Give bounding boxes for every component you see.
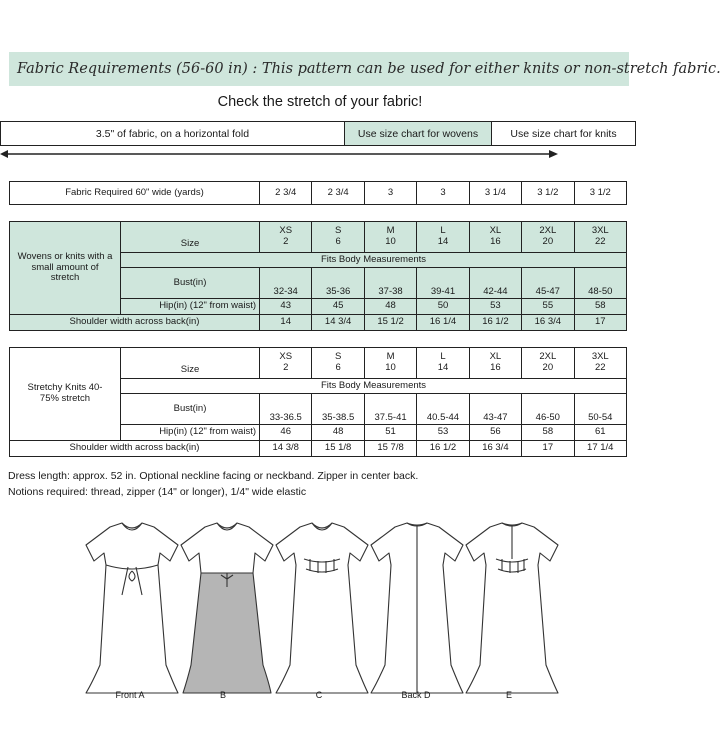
hip-value: 53 [417, 425, 469, 441]
hip-value: 48 [312, 425, 364, 441]
size-number: 6 [335, 362, 341, 373]
shoulder-value: 17 [522, 441, 574, 457]
size-cell [260, 222, 312, 253]
knits-chart-label: Use size chart for knits [492, 121, 636, 146]
stretch-arrow-icon [0, 148, 560, 160]
hip-value: 48 [364, 299, 416, 315]
size-letter: S [334, 225, 342, 237]
pattern-notes [8, 468, 418, 500]
size-letter: S [334, 351, 342, 363]
shoulder-value: 14 [260, 315, 312, 331]
size-number: 22 [594, 236, 606, 247]
hip-value: 53 [469, 299, 521, 315]
bust-value: 37.5-41 [364, 394, 416, 425]
size-number: 14 [437, 236, 449, 247]
view-label-b: B [219, 690, 226, 700]
hip-label: Hip(in) (12" from waist) [121, 425, 260, 441]
hip-value: 61 [574, 425, 626, 441]
shoulder-value: 16 3/4 [522, 315, 574, 331]
size-number: 16 [490, 362, 501, 373]
size-number: 16 [490, 236, 501, 247]
shoulder-value: 15 7/8 [364, 441, 416, 457]
fabric-value: 3 [364, 182, 416, 205]
size-cell [417, 348, 469, 379]
bust-value: 33-36.5 [260, 394, 312, 425]
shoulder-value: 15 1/8 [312, 441, 364, 457]
bust-value: 40.5-44 [417, 394, 469, 425]
fabric-value: 3 1/2 [574, 182, 626, 205]
size-cell [522, 348, 574, 379]
dress-view-b-icon [181, 523, 273, 693]
table-row [10, 182, 627, 205]
shoulder-value: 14 3/4 [312, 315, 364, 331]
size-cell [522, 222, 574, 253]
bust-label: Bust(in) [121, 268, 260, 299]
fold-label: 3.5" of fabric, on a horizontal fold [0, 121, 345, 146]
shoulder-value: 14 3/8 [260, 441, 312, 457]
table-row [10, 441, 627, 457]
size-number: 10 [385, 236, 396, 247]
size-cell [574, 348, 626, 379]
bust-value: 37-38 [364, 268, 416, 299]
size-number: 14 [437, 362, 449, 373]
size-letter: M [386, 225, 395, 237]
hip-value: 50 [417, 299, 469, 315]
size-number: 2 [283, 362, 289, 373]
size-cell [469, 348, 521, 379]
shoulder-value: 16 1/2 [469, 315, 521, 331]
fabric-requirements-banner: Fabric Requirements (56-60 in) : This pattern can be used for either knits or non-stretch fabric. [9, 52, 629, 86]
bust-value: 50-54 [574, 394, 626, 425]
hip-value: 45 [312, 299, 364, 315]
shoulder-value: 17 [574, 315, 626, 331]
hip-value: 58 [522, 425, 574, 441]
hip-value: 43 [260, 299, 312, 315]
shoulder-label: Shoulder width across back(in) [10, 441, 260, 457]
fabric-value: 2 3/4 [260, 182, 312, 205]
size-number: 20 [542, 362, 554, 373]
view-label-d: Back D [401, 690, 431, 700]
bust-value: 35-38.5 [312, 394, 364, 425]
bust-value: 35-36 [312, 268, 364, 299]
view-label-a: Front A [115, 690, 145, 700]
size-cell [417, 222, 469, 253]
stretch-heading: Check the stretch of your fabric! [217, 94, 423, 110]
wovens-chart-label: Use size chart for wovens [345, 121, 492, 146]
size-letter: XL [489, 225, 502, 237]
view-label-e: E [505, 690, 512, 700]
size-letter: 3XL [591, 351, 609, 363]
size-cell [312, 222, 364, 253]
size-letter: L [440, 351, 446, 363]
shoulder-value: 16 3/4 [469, 441, 521, 457]
size-letter: 2XL [539, 351, 557, 363]
shoulder-label: Shoulder width across back(in) [10, 315, 260, 331]
fabric-value: 3 1/4 [469, 182, 521, 205]
fits-label: Fits Body Measurements [121, 379, 627, 394]
hip-value: 51 [364, 425, 416, 441]
hip-value: 46 [260, 425, 312, 441]
fabric-label: Fabric Required 60" wide (yards) [10, 182, 260, 205]
knits-group-label: Stretchy Knits 40-75% stretch [10, 348, 121, 441]
shoulder-value: 15 1/2 [364, 315, 416, 331]
wovens-size-table [9, 221, 627, 331]
size-number: 20 [542, 236, 554, 247]
size-letter: XL [489, 351, 502, 363]
bust-value: 46-50 [522, 394, 574, 425]
size-number: 10 [385, 362, 396, 373]
table-row [10, 348, 627, 379]
size-number: 6 [335, 236, 341, 247]
dress-view-e-icon [466, 523, 558, 693]
bust-value: 45-47 [522, 268, 574, 299]
shoulder-value: 16 1/2 [417, 441, 469, 457]
wovens-group-label: Wovens or knits with a small amount of stretch [10, 222, 121, 315]
size-number: 2 [283, 236, 289, 247]
hip-value: 58 [574, 299, 626, 315]
hip-value: 55 [522, 299, 574, 315]
hip-label: Hip(in) (12" from waist) [121, 299, 260, 315]
dress-length-note: Dress length: approx. 52 in. Optional neckline facing or neckband. Zipper in center back. [8, 470, 419, 482]
view-label-c: C [315, 690, 323, 700]
size-cell [469, 222, 521, 253]
fabric-value: 3 [417, 182, 469, 205]
fits-label: Fits Body Measurements [121, 253, 627, 268]
bust-value: 39-41 [417, 268, 469, 299]
size-cell [364, 222, 416, 253]
shoulder-value: 17 1/4 [574, 441, 626, 457]
size-cell [260, 348, 312, 379]
table-row [10, 222, 627, 253]
size-letter: XS [279, 351, 293, 363]
dress-view-c-icon [276, 523, 368, 693]
stretch-guide-bar [0, 121, 636, 146]
knits-size-table [9, 347, 627, 457]
hip-value: 56 [469, 425, 521, 441]
notions-note: Notions required: thread, zipper (14" or longer), 1/4" wide elastic [8, 486, 307, 498]
size-letter: L [440, 225, 446, 237]
bust-value: 42-44 [469, 268, 521, 299]
size-cell [312, 348, 364, 379]
dress-view-a-icon [86, 523, 178, 693]
size-cell [574, 222, 626, 253]
shoulder-value: 16 1/4 [417, 315, 469, 331]
bust-value: 48-50 [574, 268, 626, 299]
size-letter: M [386, 351, 395, 363]
fabric-required-table [9, 181, 627, 205]
size-letter: 2XL [539, 225, 557, 237]
table-row [10, 315, 627, 331]
size-label: Size [121, 222, 260, 253]
size-letter: XS [279, 225, 293, 237]
size-label: Size [121, 348, 260, 379]
dress-view-d-icon [371, 523, 463, 693]
bust-label: Bust(in) [121, 394, 260, 425]
fabric-value: 3 1/2 [522, 182, 574, 205]
size-number: 22 [594, 362, 606, 373]
bust-value: 32-34 [260, 268, 312, 299]
bust-value: 43-47 [469, 394, 521, 425]
fabric-value: 2 3/4 [312, 182, 364, 205]
dress-views-illustration [70, 515, 560, 715]
size-letter: 3XL [591, 225, 609, 237]
size-cell [364, 348, 416, 379]
